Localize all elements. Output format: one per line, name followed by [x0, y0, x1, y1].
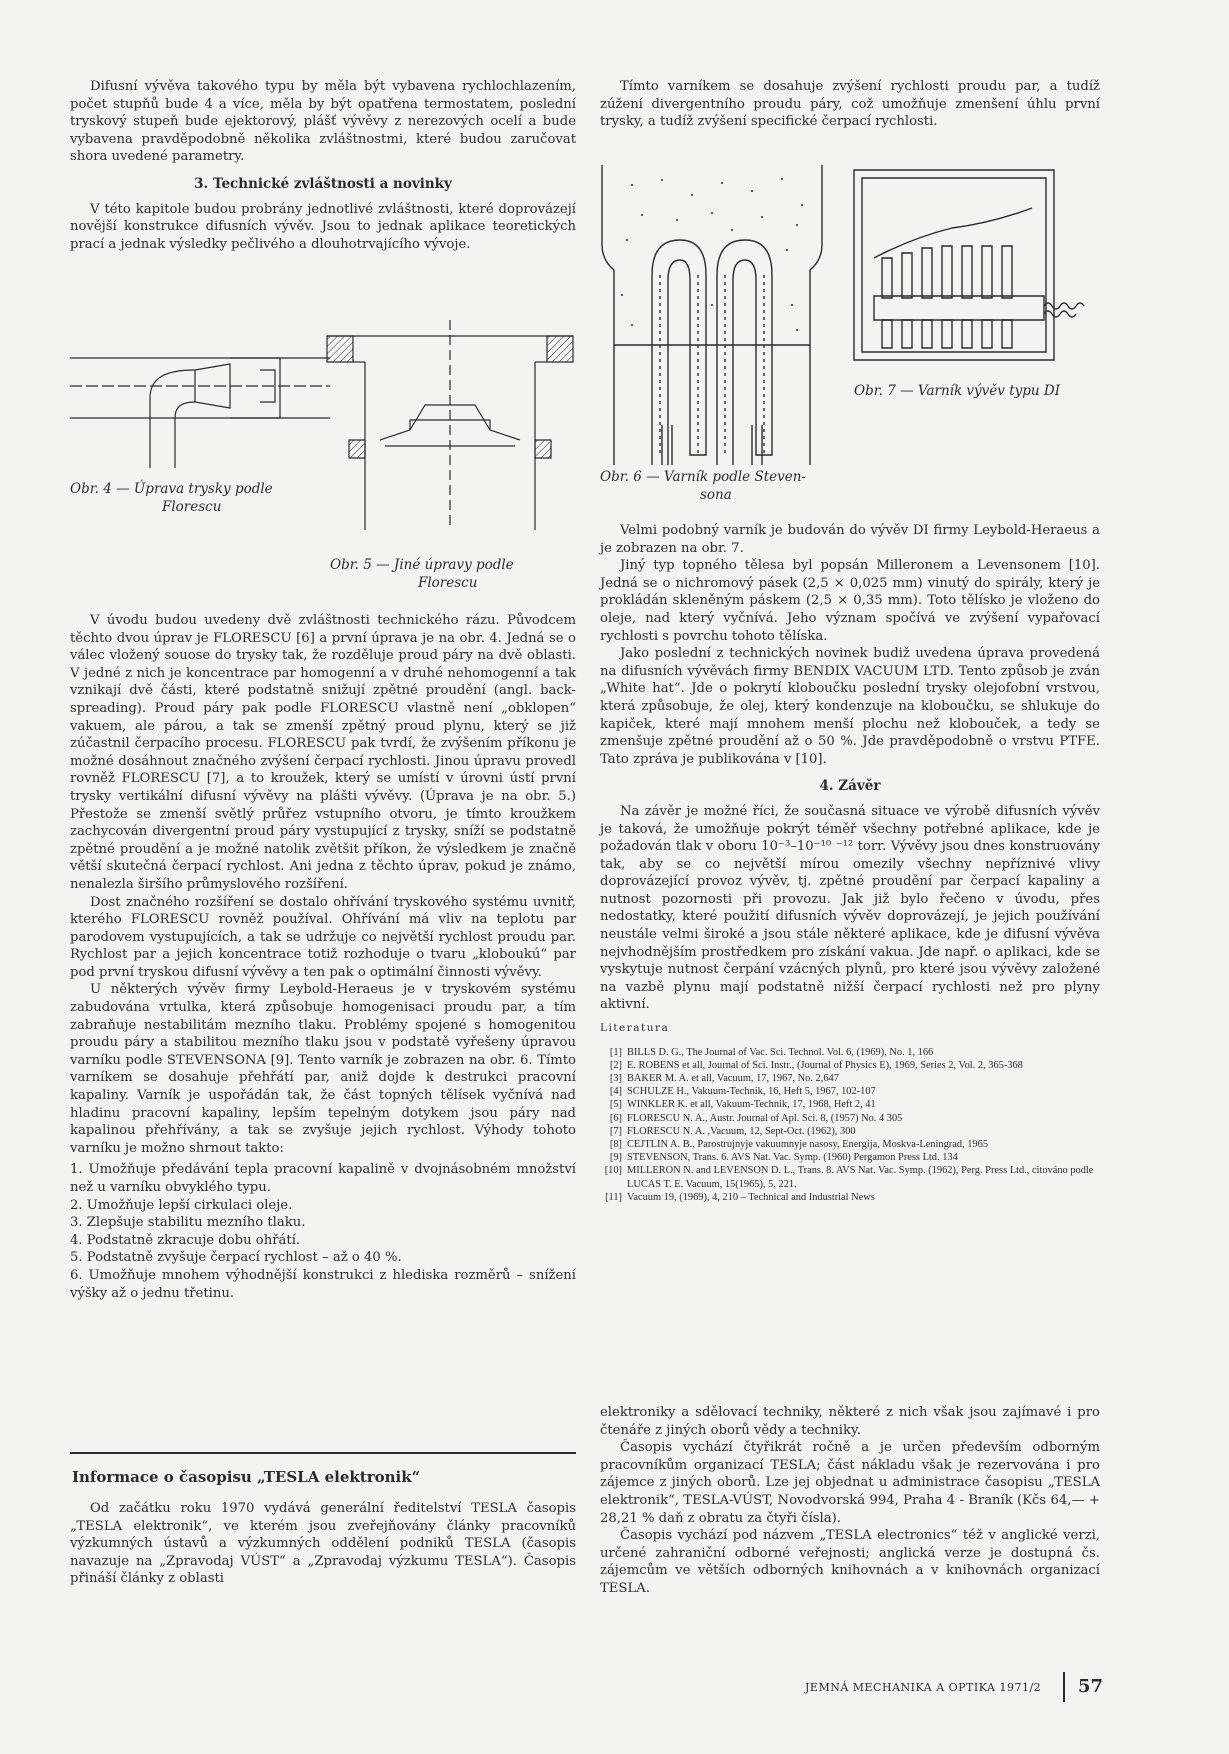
reference-item: [9] STEVENSON, Trans. 6. AVS Nat. Vac. Symp. (1960) Pergamon Press Ltd. 134	[609, 1152, 958, 1164]
paragraph: Časopis vychází čtyřikrát ročně a je určen především odborným pracovníkům organizací TESLA; část nákladu však je rezervována i pro zájemce z jiných oborů. Lze jej objednat u administrace časopisu „TESLA elektronik“, TESLA-VÚST, Novodvorská 994, Praha 4 - Braník (Kčs 64,— + 28,21 % daň z obratu za čtyři čísla).	[600, 1440, 1100, 1526]
left-column-top	[70, 78, 576, 253]
reference-item: [3] BAKER M. A. et all, Vacuum, 17, 1967, No. 2,647	[609, 1073, 839, 1085]
paragraph: elektroniky a sdělovací techniky, některé z nich však jsou zajímavé i pro čtenáře z jiných oborů vědy a techniky.	[600, 1405, 1100, 1438]
figure-6-caption-line1: Obr. 6 — Varník podle Steven-	[600, 469, 806, 485]
tesla-right-column	[600, 1404, 1100, 1598]
paragraph: Jako poslední z technických novinek budiž uvedena úprava provedená na difusních vývěvách firmy BENDIX VACUUM LTD. Tento způsob je zván „White hat“. Jde o pokrytí kloboučku poslední trysky olejofobní vrstvou, která způsobuje, že olej, který kondenzuje na kloboučku, se shlukuje do kapiček, které mají mnohem menší plochu než klobouček, a tedy se zmenšuje zpětné proudění až o 50 %. Jde pravděpodobně o vrstvu PTFE. Tato zpráva je publikována v [10].	[600, 646, 1100, 767]
references-list	[600, 1046, 1100, 1204]
paragraph: V této kapitole budou probrány jednotlivé zvláštnosti, které doprovázejí novější konstrukce difusních vývěv. Jsou to jednak aplikace teoretických prací a jednak výsledky pečlivého a dlouhotrvajícího vývoje.	[70, 201, 576, 252]
paragraph: Časopis vychází pod názvem „TESLA electronics“ též v anglické verzi, určené zahraniční odborné veřejnosti; anglická verze je dostupná čs. zájemcům ve větších odborných knihovnách a v knihovnách organizací TESLA.	[600, 1528, 1100, 1596]
figure-5-caption	[330, 556, 580, 592]
paragraph: Tímto varníkem se dosahuje zvýšení rychlosti proudu par, a tudíž zúžení divergentního proudu páry, což umožňuje zmenšení úhlu první trysky, a tudíž zvýšení specifické čerpací rychlosti.	[600, 79, 1100, 130]
list-item: 4. Podstatně zkracuje dobu ohřátí.	[70, 1232, 301, 1248]
page-number: 57	[1078, 1676, 1104, 1697]
list-item: 2. Umožňuje lepší cirkulaci oleje.	[70, 1197, 293, 1213]
tesla-section-title: Informace o časopisu „TESLA elektronik“	[72, 1468, 421, 1486]
reference-item: [1] BILLS D. G., The Journal of Vac. Sci. Technol. Vol. 6, (1969), No. 1, 166	[609, 1046, 934, 1058]
paragraph: U některých vývěv firmy Leybold-Heraeus je v tryskovém systému zabudována vrtulka, která způsobuje homogenisaci proudu par, a tím zabraňuje nestabilitám mezního tlaku. Problémy spojené s homogenitou proudu páry a stabilitou mezního tlaku jsou v podstatě vyřešeny úpravou varníku podle STEVENSONA [9]. Tento varník je zobrazen na obr. 6. Tímto varníkem se dosahuje přehřátí par, aniž dojde k destrukci pracovní kapaliny. Varník je uspořádán tak, že část topných tělísek vyčnívá nad hladinu pracovní kapaliny, lepším tepelným dotykem jsou páry nad kapalinou přehřívány, a tak se zvyšuje jejich rychlost. Výhody tohoto varníku je možno shrnout takto:	[70, 982, 576, 1156]
paragraph: Od začátku roku 1970 vydává generální ředitelství TESLA časopis „TESLA elektronik“, ve kterém jsou zveřejňovány články pracovníků výzkumných ústavů a výzkumných oddělení podniků TESLA (časopis navazuje na „Zpravodaj VÚST“ a „Zpravodaj výzkumu TESLA“). Časopis přináší články z oblasti	[70, 1501, 576, 1587]
list-item: 1. Umožňuje předávání tepla pracovní kapalině v dvojnásobném množství než u varníku obvyklého typu.	[70, 1162, 576, 1195]
figure-4-caption	[70, 480, 330, 516]
reference-item: [6] FLORESCU N. A., Austr. Journal of Apl. Sci. 8, (1957) No. 4 305	[609, 1112, 903, 1124]
list-item: 5. Podstatně zvyšuje čerpací rychlost – až o 40 %.	[70, 1250, 402, 1266]
footer-separator	[1063, 1672, 1065, 1702]
figure-5-caption-line1: Obr. 5 — Jiné úpravy podle	[330, 557, 514, 573]
figure-4-caption-line1: Obr. 4 — Úprava trysky podle	[70, 481, 273, 497]
figure-4-nozzle-drawing	[70, 318, 330, 468]
figure-7-caption	[854, 382, 1104, 400]
figure-4-caption-line2: Florescu	[162, 499, 222, 515]
paragraph: Velmi podobný varník je budován do vývěv DI firmy Leybold-Heraeus a je zobrazen na obr. 7.	[600, 523, 1100, 556]
paragraph: Jiný typ topného tělesa byl popsán Milleronem a Levensonem [10]. Jedná se o nichromový pásek (2,5 × 0,025 mm) vinutý do spirály, který je prokládán skleněným páskem (2,5 × 0,35 mm). Toto tělísko je vloženo do oleje, nad který vyčnívá. Jeho význam spočívá ve zvýšení vypařovací rychlosti s povrchu tohoto tělíska.	[600, 558, 1100, 644]
paragraph: Na závěr je možné říci, že současná situace ve výrobě difusních vývěv je taková, že umožňuje pokrýt téměř všechny potřebné aplikace, kde je požadován tlak v oboru 10⁻³–10⁻¹⁰ ⁻¹² torr. Vývěvy jsou dnes konstruovány tak, aby se co největší mírou omezily všechny nepříznivé vlivy doprovázející provoz vývěv, tj. zpětné proudění par čerpací kapaliny a nutnost pozornosti při provozu. Jak již bylo řečeno v úvodu, přes nedostatky, které použití difusních vývěv doprovázejí, je jejich používání neustále velmi široké a jsou stále některé aplikace, kde je difusní vývěva nejvhodnějším prostředkem pro získání vakua. Jde např. o aplikaci, kde se vyskytuje nutnost čerpání vzácných plynů, pro které jsou vývěvy založené na vazbě plynu mají podstatně nižší čerpací rychlosti než pro plyny aktivní.	[600, 803, 1100, 1013]
list-item: 6. Umožňuje mnohem výhodnější konstrukci z hlediska rozměrů – snížení výšky až o jednu třetinu.	[70, 1267, 576, 1301]
reference-item: [2] E. ROBENS et all, Journal of Sci. Instr., (Journal of Physics E), 1969, Series 2, Vol. 2, 365-368	[609, 1059, 1023, 1071]
left-column-main	[70, 612, 576, 1302]
paragraph: Difusní vývěva takového typu by měla být vybavena rychlochlazením, počet stupňů bude 4 a více, měla by být opatřena termostatem, poslední tryskový stupeň bude ejektorový, plášť vývěvy z nerezových ocelí a bude vybavena pravděpodobně několika zvláštnostmi, které budou zaručovat shora uvedené parametry.	[70, 79, 576, 165]
figure-5-ring-drawing	[325, 320, 575, 530]
journal-footer: JEMNÁ MECHANIKA A OPTIKA 1971/2	[805, 1681, 1042, 1694]
section-heading: 4. Závěr	[819, 778, 881, 795]
figure-5-caption-line2: Florescu	[418, 575, 478, 591]
advantages-list	[70, 1161, 576, 1302]
section-divider	[70, 1452, 576, 1454]
figure-7-caption-text: Obr. 7 — Varník vývěv typu DI	[854, 383, 1061, 399]
tesla-left-column	[70, 1500, 576, 1588]
reference-item: [5] WINKLER K. et all, Vakuum-Technik, 17, 1968, Heft 2, 41	[609, 1099, 876, 1111]
right-column-main	[600, 522, 1100, 1204]
reference-item: [7] FLORESCU N. A. ,Vacuum, 12, Sept-Oct. (1962), 300	[609, 1125, 856, 1137]
section-heading: 3. Technické zvláštnosti a novinky	[194, 175, 452, 192]
list-item: 3. Zlepšuje stabilitu mezního tlaku.	[70, 1215, 306, 1231]
reference-item: [4] SCHULZE H., Vakuum-Technik, 16, Heft 5, 1967, 102-107	[609, 1086, 876, 1098]
reference-item: [10] MILLERON N. and LEVENSON D. L., Trans. 8. AVS Nat. Vac. Symp. (1962), Perg. Press Ltd., citováno podle LUCAS T. E. Vacuum, 15(1965), 5, 221.	[604, 1165, 1094, 1190]
right-column-top	[600, 78, 1100, 131]
figure-6-stevenson-boiler-drawing	[602, 165, 842, 465]
reference-item: [8] CEJTLIN A. B., Parostrujnyje vakuumnyje nasosy, Energija, Moskva-Leningrad, 1965	[609, 1139, 989, 1151]
figure-6-caption	[600, 468, 850, 504]
literature-title: Literatura	[600, 1022, 670, 1035]
figure-6-caption-line2: sona	[700, 487, 732, 503]
paragraph: V úvodu budou uvedeny dvě zvláštnosti technického rázu. Původcem těchto dvou úprav je FLORESCU [6] a první úprava je na obr. 4. Jedná se o válec vložený souose do trysky tak, že rozděluje proud páry na dvě oblasti. V jedné z nich je koncentrace par homogenní a v druhé nehomogenní a tak vznikají dvě části, které podstatně snižují zpětné proudění (angl. back-spreading). Proud páry pak podle FLORESCU vlastně není „obklopen“ vakuem, ale párou, a tak se zmenší zpětný proud plynu, který se již zúčastnil čerpacího procesu. FLORESCU pak tvrdí, že zvýšením příkonu je možné dosáhnout značného zvýšení čerpací rychlosti. Jinou úpravu provedl rovněž FLORESCU [7], a to kroužek, který se umístí v úrovni ústí první trysky vertikální difusní vývěvy na plášti vývěvy. (Úprava je na obr. 5.) Přestože se zmenší světlý průřez vstupního otvoru, je tímto kroužkem zachycován divergentní proud páry vystupující z trysky, sníží se podstatně zpětné proudění a je možné natolik zvětšit příkon, že výsledkem je značně větší skutečná čerpací rychlost. Ani jedna z těchto úprav, pokud je známo, nenalezla širšího průmyslového rozšíření.	[70, 613, 576, 892]
paragraph: Dost značného rozšíření se dostalo ohřívání tryskového systému uvnitř, kterého FLORESCU rovněž používal. Ohřívání má vliv na teplotu par parodovem vystupujících, a tak se udržuje co největší rychlost proudu par. Rychlost par a jejich koncentrace totiž rozhoduje o tvaru „kloboukú“ par pod první tryskou difusní vývěvy a ten pak o optimální činnosti vývěvy.	[70, 894, 576, 980]
figure-7-di-boiler-drawing	[852, 168, 1102, 368]
reference-item: [11] Vacuum 19, (1969), 4, 210 – Technical and Industrial News	[605, 1191, 875, 1203]
